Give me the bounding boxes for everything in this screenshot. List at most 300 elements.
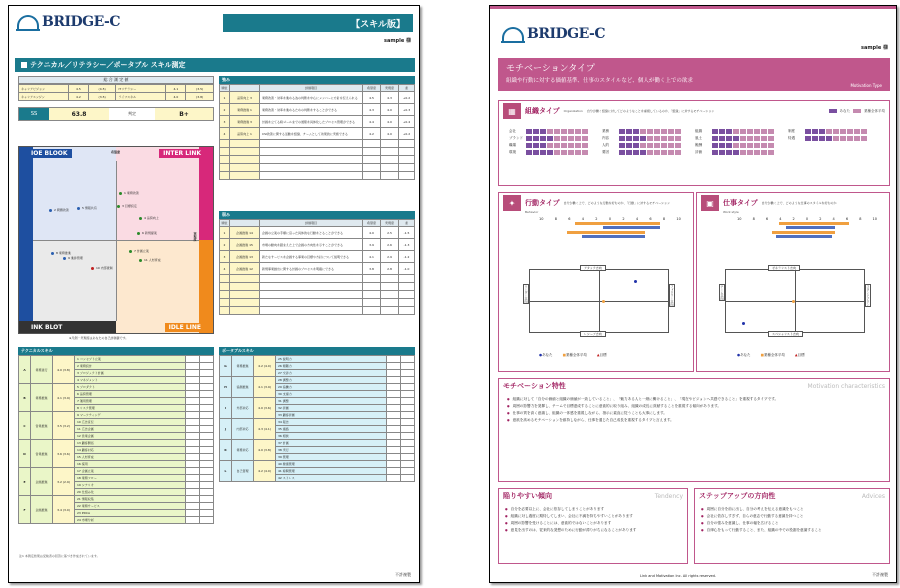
table-row-empty	[220, 307, 415, 315]
table-cell: 41 時間管理	[276, 468, 387, 475]
legend-you: ●あなた	[737, 353, 751, 357]
org-score-grid	[712, 136, 774, 141]
table-cell: B	[19, 384, 31, 412]
table-cell	[230, 299, 260, 307]
table-cell: 2.5	[381, 227, 399, 239]
table-cell	[186, 363, 200, 370]
table-cell	[200, 454, 214, 461]
org-score-grid	[526, 150, 588, 155]
motivation-report-sheet	[489, 5, 897, 583]
org-score-grid	[619, 143, 681, 148]
organization-type-section	[498, 100, 890, 186]
table-cell	[260, 164, 363, 172]
table-cell: 差	[399, 220, 415, 227]
table-cell	[381, 148, 399, 156]
characteristics-list	[499, 393, 889, 427]
table-cell	[387, 398, 401, 405]
table-row	[19, 85, 214, 93]
table-cell: 26 傾聴力	[276, 363, 387, 370]
table-cell: 37 計画	[276, 440, 387, 447]
table-cell: 業務対応	[232, 440, 254, 461]
table-cell	[401, 405, 415, 412]
table-cell: 4.4	[363, 116, 381, 128]
briefcase-icon: ▣	[701, 195, 719, 211]
table-cell	[363, 172, 381, 180]
table-cell: C	[19, 412, 31, 440]
table-cell	[186, 384, 200, 391]
table-cell	[387, 363, 401, 370]
table-cell	[387, 475, 401, 482]
table-row	[220, 356, 415, 363]
table-cell	[200, 370, 214, 377]
organization-head: ▦ 組織タイプ Organization 自分が働く組織に対してどのようなことを重視しているのか、「組織」に対するモチベーション あなた 業種全体平均	[499, 101, 889, 121]
quadrant-point	[137, 232, 140, 235]
table-cell: 4.5	[69, 85, 89, 93]
motivation-type-header	[498, 58, 890, 91]
table-cell	[186, 482, 200, 489]
table-cell	[387, 405, 401, 412]
legend-you: ●あなた	[539, 353, 553, 357]
table-cell: 24 市場分析	[75, 517, 186, 524]
table-cell: 業務推進 1	[230, 104, 260, 116]
table-cell: +0.2	[399, 92, 415, 104]
org-grid-row	[788, 129, 867, 134]
quadrant-point-label: 8 業務推進	[56, 251, 71, 255]
org-grid-row	[509, 150, 588, 155]
table-cell	[381, 307, 399, 315]
table-row	[19, 440, 214, 447]
legend-you-swatch	[829, 109, 837, 113]
table-cell	[387, 433, 401, 440]
behavior-legend	[539, 353, 607, 358]
table-cell	[387, 468, 401, 475]
table-cell	[399, 307, 415, 315]
table-row-empty	[220, 156, 415, 164]
behavior-axis-right: フォロワー志向	[670, 285, 674, 306]
axis-label-right: 実現度	[193, 232, 197, 241]
org-grid-row	[788, 136, 867, 141]
scale-tick: 10	[872, 217, 877, 221]
scale-tick: 4	[581, 217, 585, 221]
tendency-section	[498, 488, 688, 564]
table-row	[220, 398, 415, 405]
table-cell	[186, 475, 200, 482]
table-cell: 21 情報収集	[75, 496, 186, 503]
table-row	[220, 104, 415, 116]
stepup-section	[694, 488, 890, 564]
list-item: ● 組織に対して「自分の価値と組織の価値が一致していること」、「魅力ある人と一緒に働けること」、「現在やビジョンへ共感できること」を重視するタイプです。	[507, 397, 881, 402]
behavior-scale	[539, 217, 681, 221]
table-cell	[230, 172, 260, 180]
table-cell: 自己管理	[232, 461, 254, 482]
table-cell: (3.5)	[88, 93, 116, 101]
bar-you-2	[776, 235, 832, 238]
weakness-table	[219, 219, 415, 315]
table-cell	[401, 447, 415, 454]
table-cell: 35 連絡	[276, 426, 387, 433]
table-cell: 4.3	[363, 104, 381, 116]
behavior-type-section	[498, 192, 694, 372]
org-score-grid	[619, 136, 681, 141]
portable-head: ポータブルスキル	[219, 347, 415, 355]
table-cell: L	[220, 461, 232, 482]
table-cell: D	[19, 440, 31, 468]
org-grid-row	[602, 143, 681, 148]
table-header-row	[220, 85, 415, 92]
table-cell	[200, 363, 214, 370]
table-cell: G	[220, 356, 232, 377]
table-cell	[401, 454, 415, 461]
legend-target: ▲目標	[596, 353, 607, 357]
corner-ioe-blook: IOE BLOOK	[27, 149, 72, 158]
bridge-icon	[17, 15, 39, 29]
table-cell	[260, 172, 363, 180]
table-cell: A	[19, 356, 31, 384]
skill-version-banner: 【スキル版】	[223, 14, 413, 32]
table-row	[220, 239, 415, 251]
table-cell	[387, 461, 401, 468]
table-cell: 4.3	[381, 92, 399, 104]
table-cell: 3.4 (3.0)	[53, 496, 75, 524]
table-cell: +0.3	[399, 104, 415, 116]
table-cell: 品質向上 3	[230, 92, 260, 104]
strength-table	[219, 84, 415, 180]
table-cell	[399, 299, 415, 307]
table-cell: 42 ストレス	[276, 475, 387, 482]
table-cell	[200, 433, 214, 440]
quadrant-point-label: 6 新規提案	[142, 231, 157, 235]
table-cell: 5 プロダクト	[75, 384, 186, 391]
table-cell	[260, 299, 363, 307]
table-cell	[186, 405, 200, 412]
table-cell	[186, 426, 200, 433]
bridge-c-logo	[502, 26, 605, 42]
list-item: ● 仕事の質を高く意識し、組織の一体感を重視しながら、指示に素直に従うことも大事にします。	[507, 411, 881, 416]
table-cell: 3	[220, 116, 230, 128]
table-cell	[186, 468, 200, 475]
table-cell: 内部対応	[232, 419, 254, 440]
quadrant-point	[119, 192, 122, 195]
org-grid-row	[695, 129, 774, 134]
table-cell: 3.6 (3.6)	[53, 440, 75, 468]
org-grid-row	[695, 136, 774, 141]
table-cell	[399, 172, 415, 180]
table-cell: -1.0	[399, 263, 415, 275]
list-item: ● 自分を必要以上に、会社に依存してしまうことがあります	[505, 507, 681, 512]
table-cell: 営業推進	[31, 412, 53, 440]
table-row	[220, 377, 415, 384]
corner-idle-line: IDLE LINE	[165, 323, 205, 332]
table-cell	[260, 291, 363, 299]
table-cell	[363, 140, 381, 148]
weakness-panel	[219, 211, 415, 315]
table-cell	[401, 391, 415, 398]
table-cell	[260, 275, 363, 283]
quadrant-point	[77, 207, 80, 210]
table-cell: 2	[220, 239, 230, 251]
org-grid-row	[509, 136, 588, 141]
table-cell: 34 報告	[276, 419, 387, 426]
table-cell	[186, 454, 200, 461]
table-cell: -1.5	[399, 227, 415, 239]
table-cell	[200, 377, 214, 384]
table-row	[220, 128, 415, 140]
table-cell	[401, 475, 415, 482]
table-cell	[399, 156, 415, 164]
table-cell	[399, 283, 415, 291]
table-cell	[260, 156, 363, 164]
table-row	[19, 384, 214, 391]
quadrant-point-label: 7 計画立案	[134, 249, 149, 253]
org-legend: あなた 業種全体平均	[829, 109, 886, 114]
table-cell	[381, 172, 399, 180]
table-cell	[200, 489, 214, 496]
scale-tick: 2	[792, 217, 795, 221]
work-axis-bottom: スペシャリスト志向	[768, 331, 803, 337]
org-grid-row	[602, 150, 681, 155]
table-cell: 13 顧客開拓	[75, 440, 186, 447]
scale-tick: 2	[595, 217, 598, 221]
quadrant-point	[51, 252, 54, 255]
table-cell: 4	[220, 263, 230, 275]
table-cell: 3.5 (3.2)	[53, 412, 75, 440]
table-cell: 4.0	[363, 227, 381, 239]
portable-panel	[219, 347, 415, 482]
org-row-label: 人的	[602, 143, 609, 147]
table-cell	[401, 412, 415, 419]
table-cell	[200, 384, 214, 391]
scale-tick: 6	[765, 217, 769, 221]
building-icon: ▦	[503, 103, 521, 119]
table-cell: 業務改善・効率を進めるための判断をすることができる	[260, 104, 363, 116]
table-cell	[387, 377, 401, 384]
table-cell: 14 顧客対応	[75, 447, 186, 454]
table-cell: CSI改善に関する活動を組織、チームとして効果的に実施できる	[260, 128, 363, 140]
table-cell: 実現度	[381, 220, 399, 227]
table-cell: ライフスキル	[116, 93, 166, 101]
table-cell: 企画の立案の手順に沿った具体的な行動をとることができる	[260, 227, 363, 239]
table-cell: 実現度	[381, 85, 399, 92]
table-cell: 3 プロジェクト計画	[75, 370, 186, 377]
scale-tick: 0	[805, 217, 809, 221]
table-cell	[363, 299, 381, 307]
table-cell: 4.1	[166, 85, 186, 93]
table-cell	[186, 377, 200, 384]
table-cell: 4.5	[363, 92, 381, 104]
score-label: SS	[19, 108, 49, 120]
table-cell: 38 実行	[276, 447, 387, 454]
table-cell	[399, 164, 415, 172]
table-row-empty	[220, 283, 415, 291]
table-cell: 企画推進 13	[230, 251, 260, 263]
scale-tick: 6	[568, 217, 571, 221]
table-cell: 1	[220, 227, 230, 239]
skill-report-sheet	[8, 5, 420, 583]
left-band	[19, 147, 33, 333]
org-grid-group	[509, 127, 588, 157]
scale-tick: 10	[676, 217, 681, 221]
org-row-label: 職場	[509, 143, 516, 147]
summary-table	[18, 84, 214, 101]
org-score-grid	[712, 143, 774, 148]
corner-ink-blot: INK BLOT	[27, 323, 66, 332]
table-cell: -1.2	[399, 251, 415, 263]
table-cell	[186, 489, 200, 496]
quadrant-point	[63, 257, 66, 260]
table-cell: 2 業務設計	[75, 363, 186, 370]
table-cell: 業務改善・効率を進める為の判断を中心にメンバーに方針を伝えられる	[260, 92, 363, 104]
table-cell	[200, 398, 214, 405]
table-row	[220, 461, 415, 468]
table-cell	[401, 440, 415, 447]
table-cell: 4	[220, 128, 230, 140]
technical-head: テクニカルスキル	[18, 347, 214, 355]
table-cell: 希望度	[363, 85, 381, 92]
table-cell: 4.1	[363, 251, 381, 263]
table-cell: 差	[399, 85, 415, 92]
list-item: ● 自分の強みを意識し、仕事の幅を広げること	[701, 521, 883, 526]
work-bars	[737, 222, 877, 238]
table-row-empty	[220, 172, 415, 180]
table-cell: 順位	[221, 221, 228, 225]
table-cell	[200, 419, 214, 426]
table-row	[19, 468, 214, 475]
weakness-head: 弱み	[219, 211, 415, 219]
behavior-axis-top: アタック志向	[580, 265, 606, 271]
quadrant-point	[139, 259, 142, 262]
org-row-label: 風土	[695, 136, 702, 140]
table-cell: 3	[220, 251, 230, 263]
table-cell	[387, 391, 401, 398]
portable-table	[219, 355, 415, 482]
table-cell	[401, 398, 415, 405]
table-cell: 2	[220, 104, 230, 116]
table-cell: 4.2	[69, 93, 89, 101]
table-cell: 新たなサービスを企画する事業の目標や方針について説明できる	[260, 251, 363, 263]
behavior-chart	[524, 266, 674, 336]
header-title: モチベーションタイプ	[506, 64, 595, 74]
table-cell: 業務推進 3	[230, 116, 260, 128]
table-cell	[200, 503, 214, 510]
quadrant-point-label: 4 品質向上	[144, 216, 159, 220]
logo-text: BRIDGE-C	[527, 26, 605, 42]
scale-tick: 4	[635, 217, 639, 221]
work-chart	[720, 266, 870, 336]
work-en: Work style	[723, 210, 739, 214]
legend-avg: ■業種全体平均	[562, 353, 587, 357]
table-cell: J	[220, 419, 232, 440]
legend-avg-swatch	[853, 109, 861, 113]
table-cell: 30 支援力	[276, 391, 387, 398]
table-cell	[186, 503, 200, 510]
table-cell	[200, 468, 214, 475]
table-cell: 11 広告企画	[75, 426, 186, 433]
table-cell	[381, 140, 399, 148]
table-cell: 新規事業創出に関する計画のプロセスを明確にできる	[260, 263, 363, 275]
sample-name: sample 様	[384, 38, 411, 44]
table-cell	[387, 356, 401, 363]
table-cell	[399, 291, 415, 299]
work-axis-h	[726, 301, 864, 302]
table-cell	[363, 156, 381, 164]
table-cell	[230, 307, 260, 315]
table-cell: 32 折衝	[276, 405, 387, 412]
table-cell	[230, 283, 260, 291]
table-cell: 36 相談	[276, 433, 387, 440]
table-cell: -1.3	[399, 239, 415, 251]
table-row	[220, 263, 415, 275]
table-cell: ITリテラシー	[116, 85, 166, 93]
table-cell: 4.2 (4.0)	[254, 356, 276, 377]
bar-avg-1	[779, 222, 849, 225]
org-score-grid	[712, 129, 774, 134]
behavior-bars	[539, 222, 681, 238]
table-cell: 8 リスク管理	[75, 405, 186, 412]
legend-target: ▲目標	[794, 353, 805, 357]
org-row-label: 報酬	[695, 143, 702, 147]
scale-tick: 4	[779, 217, 782, 221]
quadrant-point-label: 9 進捗管理	[68, 256, 83, 260]
table-cell	[200, 391, 214, 398]
table-cell: (3.5)	[186, 85, 214, 93]
table-cell	[363, 164, 381, 172]
table-cell	[401, 377, 415, 384]
table-row	[220, 419, 415, 426]
scale-tick: 2	[819, 217, 822, 221]
table-cell	[230, 220, 260, 227]
table-cell: 2.8	[381, 263, 399, 275]
table-cell: 業務推進	[232, 356, 254, 377]
table-cell	[387, 384, 401, 391]
right-band-bottom	[199, 240, 213, 333]
table-cell: 営業推進	[31, 440, 53, 468]
top-stripe	[490, 6, 896, 9]
table-cell	[186, 391, 200, 398]
axis-label-top: 希望度	[111, 150, 121, 154]
rank-label: 判定	[128, 111, 136, 116]
table-cell: 4.1 (3.9)	[254, 377, 276, 398]
table-cell: 3.8	[363, 263, 381, 275]
bar-you-1	[603, 226, 660, 229]
table-cell	[399, 148, 415, 156]
table-cell: 品質向上 1	[230, 128, 260, 140]
table-cell	[401, 433, 415, 440]
org-row-label: 要因	[602, 150, 609, 154]
org-grid-row	[695, 143, 774, 148]
table-row-empty	[220, 275, 415, 283]
table-cell	[230, 140, 260, 148]
table-cell	[186, 356, 200, 363]
table-cell	[220, 291, 230, 299]
table-cell: 4.0	[166, 93, 186, 101]
org-row-label: 評価	[695, 150, 702, 154]
table-row-empty	[220, 164, 415, 172]
list-item: ● 周囲の影響力を発揮し、チームで目標達成することに意欲的に取り組み、組織の成長に貢献することを重視する傾向があります。	[507, 404, 881, 409]
quadrant-point-label: 5 情報共有	[82, 206, 97, 210]
tendency-head: 陥りやすい傾向 Tendency	[503, 492, 683, 500]
table-cell	[399, 140, 415, 148]
quadrant-note: ※凡例・実現度はあなたの自己評価値です。	[69, 336, 129, 340]
score-row	[18, 107, 214, 121]
table-cell: +0.4	[399, 116, 415, 128]
table-cell: 4.2 (4.0)	[254, 461, 276, 482]
bridge-c-logo	[17, 14, 120, 30]
table-cell: 10 広告宣伝	[75, 419, 186, 426]
table-cell	[200, 517, 214, 524]
table-cell: 4.2	[363, 128, 381, 140]
table-cell: H	[220, 377, 232, 398]
table-cell	[186, 440, 200, 447]
